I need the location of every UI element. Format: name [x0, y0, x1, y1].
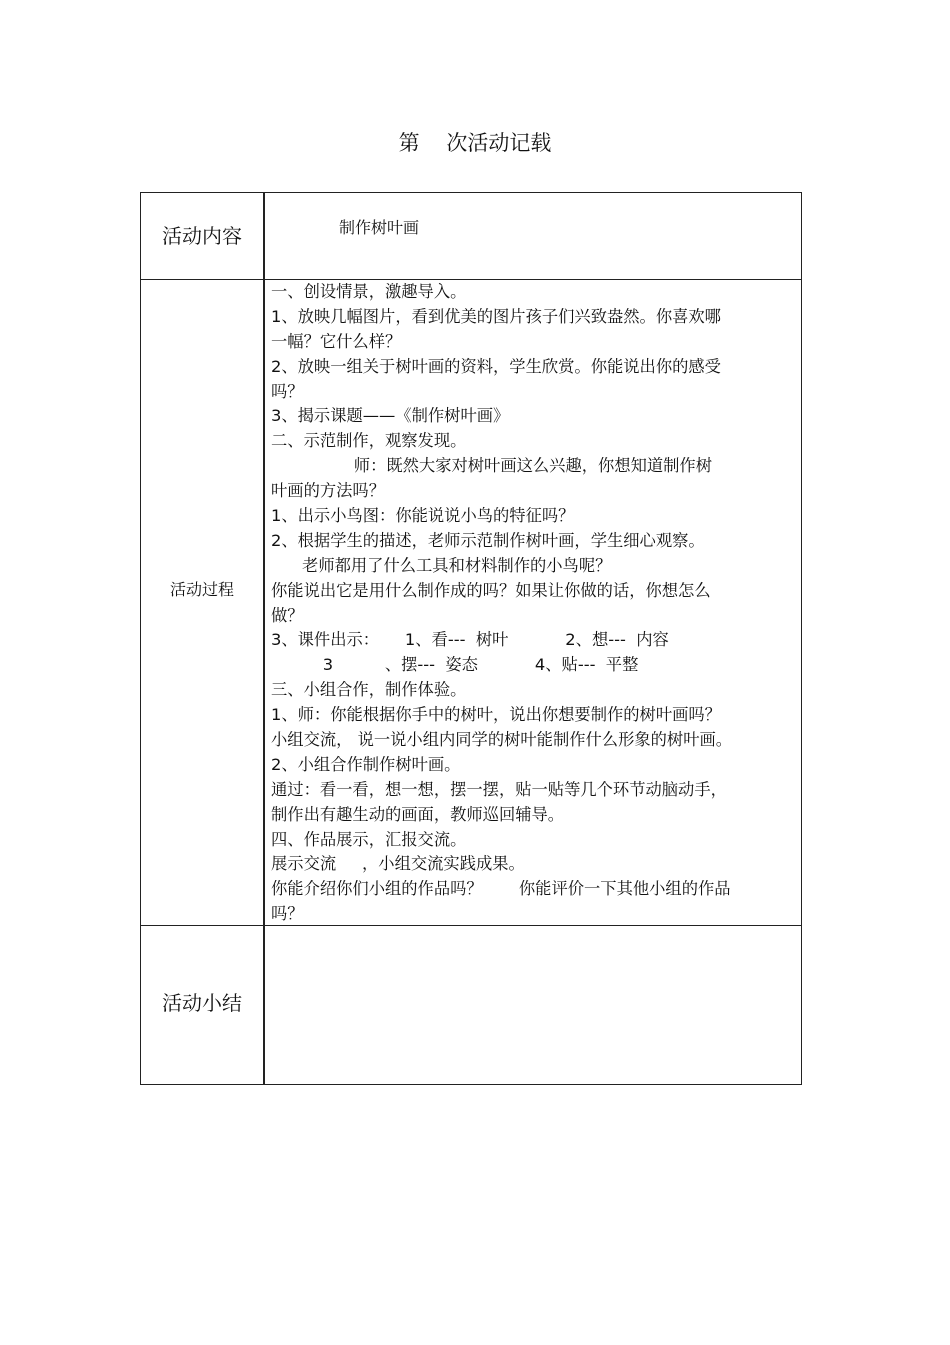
activity-process-row: [141, 280, 801, 926]
process-line: 做？: [271, 605, 304, 625]
page-title: 第 次活动记载: [398, 131, 552, 155]
process-line: 1、出示小鸟图：你能说说小鸟的特征吗？: [271, 506, 575, 526]
process-line: 3、课件出示： 1、看--- 树叶 2、想--- 内容: [271, 630, 669, 650]
process-line: 3 、摆--- 姿态 4、贴--- 平整: [271, 655, 639, 675]
process-line: 1、放映几幅图片，看到优美的图片孩子们兴致盎然。你喜欢哪: [271, 306, 721, 326]
activity-content-label: 活动内容: [162, 224, 242, 248]
process-line: 2、根据学生的描述，老师示范制作树叶画，学生细心观察。: [271, 530, 705, 550]
process-line: 制作出有趣生动的画面，教师巡回辅导。: [271, 804, 565, 824]
process-line: 师：既然大家对树叶画这么兴趣，你想知道制作树: [271, 456, 712, 476]
process-line: 二、示范制作，观察发现。: [271, 431, 467, 451]
process-line: 老师都用了什么工具和材料制作的小鸟呢？: [271, 555, 612, 575]
activity-process-label: 活动过程: [169, 580, 234, 599]
activity-summary-label: 活动小结: [162, 991, 242, 1015]
process-line: 四、作品展示，汇报交流。: [271, 829, 467, 849]
process-line: 3、揭示课题——《制作树叶画》: [271, 406, 510, 426]
activity-summary-row: [141, 926, 801, 1084]
process-line: 三、小组合作，制作体验。: [271, 680, 467, 700]
process-line: 你能介绍你们小组的作品吗？ 你能评价一下其他小组的作品: [271, 879, 731, 899]
process-line: 1、师：你能根据你手中的树叶，说出你想要制作的树叶画吗？: [271, 705, 721, 725]
column-divider: [263, 193, 265, 279]
process-line: 你能说出它是用什么制作成的吗？如果让你做的话，你想怎么: [271, 580, 711, 600]
activity-process-text: [271, 280, 791, 927]
column-divider: [263, 280, 265, 925]
activity-content-value: 制作树叶画: [339, 218, 420, 237]
process-line: 通过：看一看，想一想，摆一摆，贴一贴等几个环节动脑动手，: [271, 779, 727, 799]
column-divider: [263, 926, 265, 1084]
activity-record-table: [140, 192, 802, 1085]
activity-content-row: [141, 193, 801, 280]
process-line: 一幅？它什么样？: [271, 331, 402, 351]
process-line: 一、创设情景，激趣导入。: [271, 282, 467, 301]
process-line: 展示交流 ，小组交流实践成果。: [271, 854, 525, 874]
process-line: 吗？: [271, 381, 304, 401]
process-line: 2、小组合作制作树叶画。: [271, 754, 461, 774]
process-line: 2、放映一组关于树叶画的资料，学生欣赏。你能说出你的感受: [271, 356, 721, 376]
process-line: 吗？: [271, 904, 304, 924]
process-line: 小组交流， 说一说小组内同学的树叶能制作什么形象的树叶画。: [271, 730, 733, 750]
process-line: 叶画的方法吗？: [271, 481, 385, 501]
